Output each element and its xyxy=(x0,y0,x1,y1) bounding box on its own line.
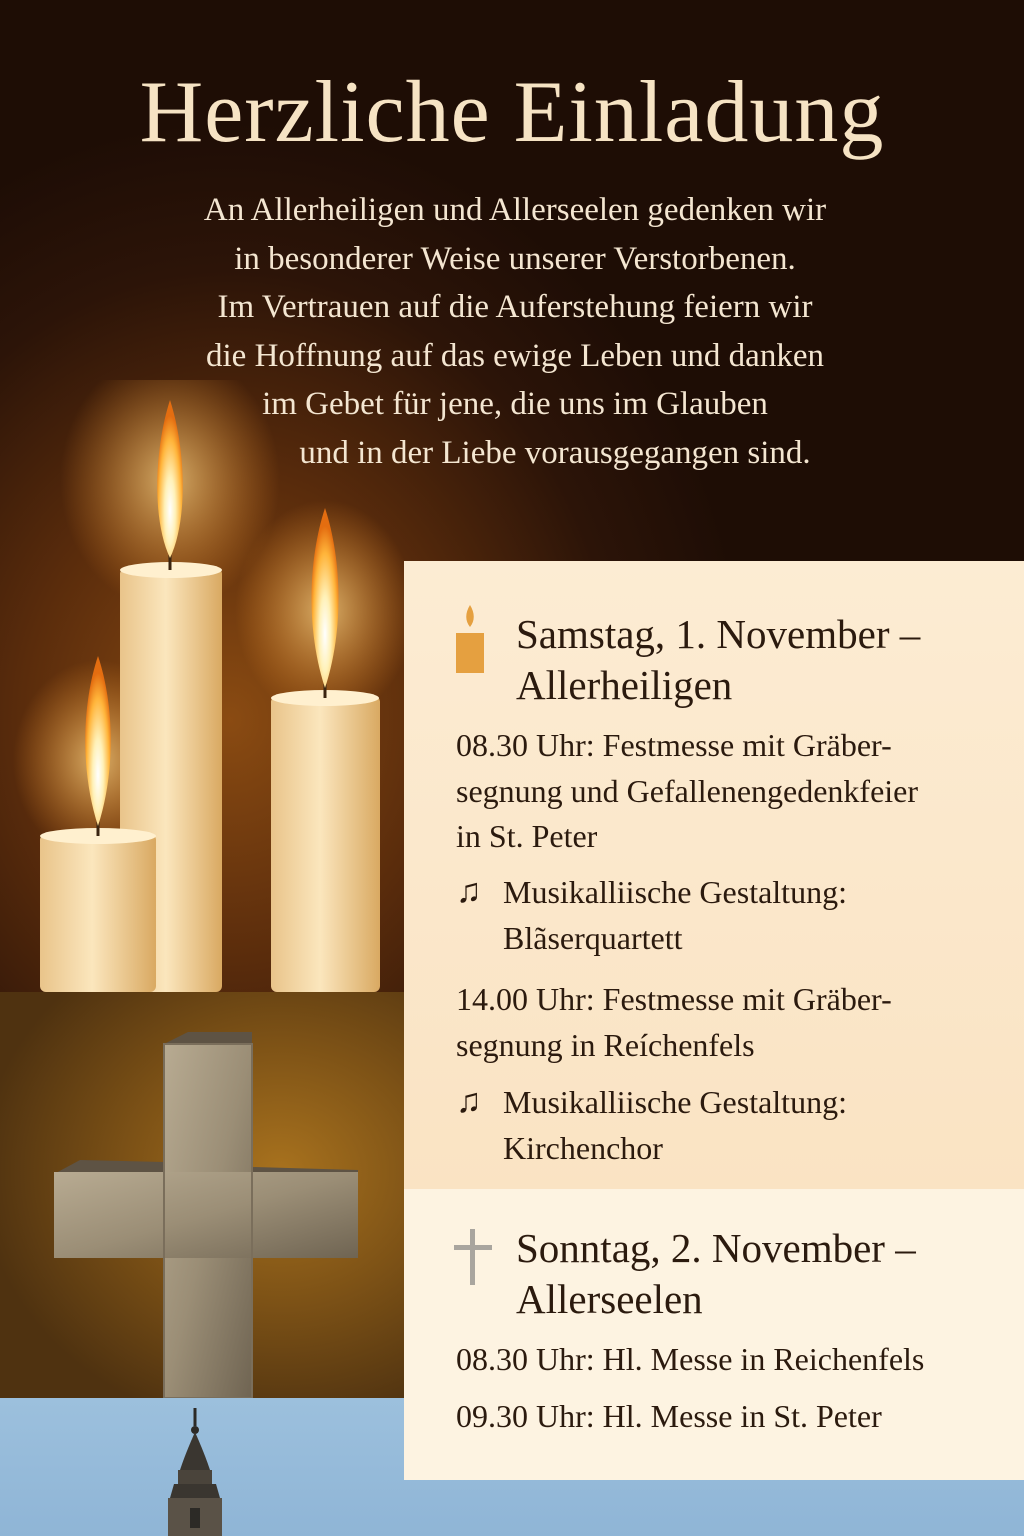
church-tower-image xyxy=(140,1408,250,1536)
page-title: Herzliche Einladung xyxy=(139,64,885,161)
candle-icon xyxy=(454,603,486,673)
saturday-heading xyxy=(516,609,1006,711)
intro-line: und in der Liebe vorausgegangen sind. xyxy=(299,434,811,471)
entry-line: 08.30 Uhr: Festmesse mit Gräber- xyxy=(456,727,892,763)
music-text xyxy=(503,869,1003,961)
sunday-schedule-panel xyxy=(404,1189,1024,1480)
service-entry xyxy=(456,723,1016,860)
heading-line: Samstag, 1. November – xyxy=(516,611,921,657)
intro-line: die Hoffnung auf das ewige Leben und danken xyxy=(206,337,824,374)
stone-cross-image xyxy=(0,992,404,1398)
intro-line: in besonderer Weise unserer Verstorbenen. xyxy=(234,240,796,277)
music-line: Musikalliische Gestaltung: xyxy=(503,1084,847,1120)
entry-line: 09.30 Uhr: Hl. Messe in St. Peter xyxy=(456,1398,882,1434)
music-line: Kirchenchor xyxy=(503,1130,663,1166)
music-note-icon: ♫ xyxy=(456,873,482,910)
service-entry xyxy=(456,1337,1016,1383)
entry-line: in St. Peter xyxy=(456,818,598,854)
entry-line: 08.30 Uhr: Hl. Messe in Reichenfels xyxy=(456,1341,925,1377)
service-entry xyxy=(456,1394,1016,1440)
candles-image xyxy=(0,380,404,992)
music-note-icon: ♫ xyxy=(456,1083,482,1120)
heading-line: Allerseelen xyxy=(516,1276,703,1322)
cross-icon xyxy=(452,1229,494,1285)
intro-line: An Allerheiligen und Allerseelen gedenken wir xyxy=(203,192,827,228)
heading-line: Sonntag, 2. November – xyxy=(516,1225,916,1271)
service-entry xyxy=(456,977,1016,1068)
entry-line: segnung und Gefallenengedenkfeier xyxy=(456,772,919,809)
entry-line: segnung in Reíchenfels xyxy=(456,1026,755,1063)
entry-line: 14.00 Uhr: Festmesse mit Gräber- xyxy=(456,981,892,1017)
intro-line: im Gebet für jene, die uns im Glauben xyxy=(262,386,768,422)
heading-line: Allerheiligen xyxy=(516,662,733,708)
saturday-schedule-panel xyxy=(404,561,1024,1189)
intro-line: Im Vertrauen auf die Auferstehung feiern wir xyxy=(217,289,813,325)
music-text xyxy=(503,1079,1003,1171)
music-line: Blãserquartett xyxy=(503,920,683,956)
music-line: Musikalliische Gestaltung: xyxy=(503,874,847,910)
sunday-heading xyxy=(516,1223,1006,1325)
